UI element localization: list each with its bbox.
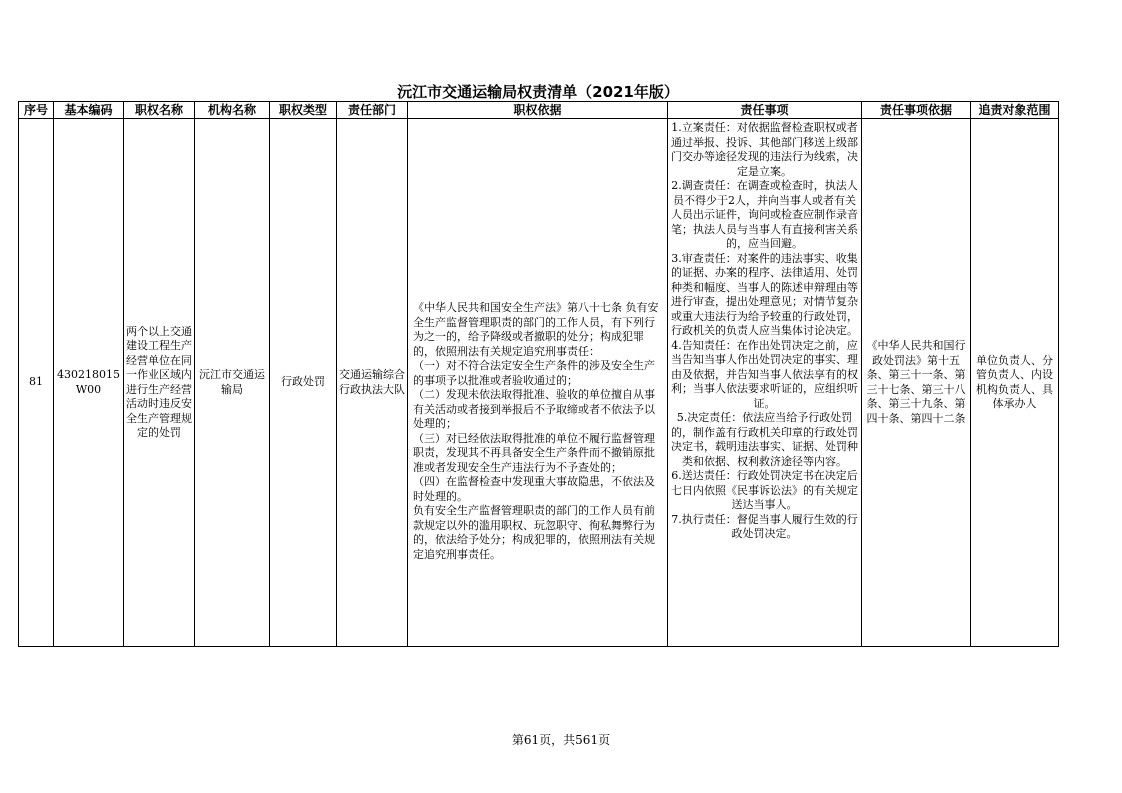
duty-item: 6.送达责任：行政处罚决定书在决定后七日内依照《民事诉讼法》的有关规定送达当事人。 bbox=[671, 469, 858, 511]
header-department: 责任部门 bbox=[337, 102, 408, 119]
cell-power-type: 行政处罚 bbox=[270, 119, 337, 647]
basis-paragraph: （二）发现未依法取得批准、验收的单位擅自从事有关活动或者接到举报后不予取缔或者不依法予以处理的； bbox=[413, 388, 655, 430]
duty-item: 5.决定责任：依法应当给予行政处罚的，制作盖有行政机关印章的行政处罚决定书，载明违法事实、证据、处罚种类和依据、权利救济途径等内容。 bbox=[671, 411, 858, 468]
cell-duties bbox=[668, 119, 862, 647]
basis-paragraph: （三）对已经依法取得批准的单位不履行监督管理职责，发现其不再具备安全生产条件而不撤销原批准或者发现安全生产违法行为不予查处的； bbox=[413, 431, 655, 474]
cell-duty-basis: 《中华人民共和国行政处罚法》第十五条、第三十一条、第三十七条、第三十八条、第三十九条、第四十条、第四十二条 bbox=[862, 119, 971, 647]
table-row bbox=[19, 119, 1059, 647]
header-power-name: 职权名称 bbox=[124, 102, 195, 119]
cell-accountability: 单位负责人、分管负责人、内设机构负责人、具体承办人 bbox=[971, 119, 1059, 647]
table-header-row bbox=[19, 102, 1059, 119]
cell-power-name: 两个以上交通建设工程生产经营单位在同一作业区域内进行生产经营活动时违反安全生产管理规定的处罚 bbox=[124, 119, 195, 647]
document-title: 沅江市交通运输局权责清单（2021年版） bbox=[397, 83, 679, 101]
duty-item: 2.调查责任：在调查或检查时，执法人员不得少于2人，并向当事人或者有关人员出示证件，询问或检查应制作录音笔；执法人员与当事人有直接利害关系的，应当回避。 bbox=[671, 179, 858, 250]
header-duty-basis: 责任事项依据 bbox=[862, 102, 971, 119]
cell-agency: 沅江市交通运输局 bbox=[195, 119, 270, 647]
cell-basis bbox=[408, 119, 668, 647]
basis-paragraph: 《中华人民共和国安全生产法》第八十七条 负有安全生产监督管理职责的部门的工作人员，有下列行为之一的，给予降级或者撤职的处分；构成犯罪的，依照刑法有关规定追究刑事责任： bbox=[413, 301, 659, 358]
header-power-type: 职权类型 bbox=[270, 102, 337, 119]
duty-item: 4.告知责任：在作出处罚决定之前，应当告知当事人作出处罚决定的事实、理由及依据，并告知当事人依法享有的权利；当事人依法要求听证的，应组织听证。 bbox=[671, 338, 858, 410]
responsibility-table bbox=[18, 101, 1059, 647]
cell-code: 430218015W00 bbox=[54, 119, 124, 647]
basis-paragraph: （一）对不符合法定安全生产条件的涉及安全生产的事项予以批准或者验收通过的； bbox=[413, 359, 655, 387]
basis-paragraph: （四）在监督检查中发现重大事故隐患，不依法及时处理的。 bbox=[413, 475, 655, 503]
duty-item: 1.立案责任：对依据监督检查职权或者通过举报、投诉、其他部门移送上级部门交办等途径发现的违法行为线索，决定是立案。 bbox=[671, 121, 858, 178]
cell-department: 交通运输综合行政执法大队 bbox=[337, 119, 408, 647]
duty-item: 7.执行责任：督促当事人履行生效的行政处罚决定。 bbox=[671, 512, 858, 540]
cell-seq: 81 bbox=[19, 119, 54, 647]
duty-item: 3.审查责任：对案件的违法事实、收集的证据、办案的程序、法律适用、处罚种类和幅度、当事人的陈述申辩理由等进行审查，提出处理意见；对情节复杂或重大违法行为给予较重的行政处罚，行政机关的负责人应当集体讨论决定。 bbox=[671, 251, 858, 337]
header-code: 基本编码 bbox=[54, 102, 124, 119]
page-footer: 第61页，共561页 bbox=[511, 733, 611, 747]
header-seq: 序号 bbox=[19, 102, 54, 119]
header-accountability: 追责对象范围 bbox=[971, 102, 1059, 119]
basis-paragraph: 负有安全生产监督管理职责的部门的工作人员有前款规定以外的滥用职权、玩忽职守、徇私舞弊行为的，依法给予处分；构成犯罪的，依照刑法有关规定追究刑事责任。 bbox=[413, 504, 655, 561]
header-basis: 职权依据 bbox=[408, 102, 668, 119]
header-agency: 机构名称 bbox=[195, 102, 270, 119]
header-duties: 责任事项 bbox=[668, 102, 862, 119]
